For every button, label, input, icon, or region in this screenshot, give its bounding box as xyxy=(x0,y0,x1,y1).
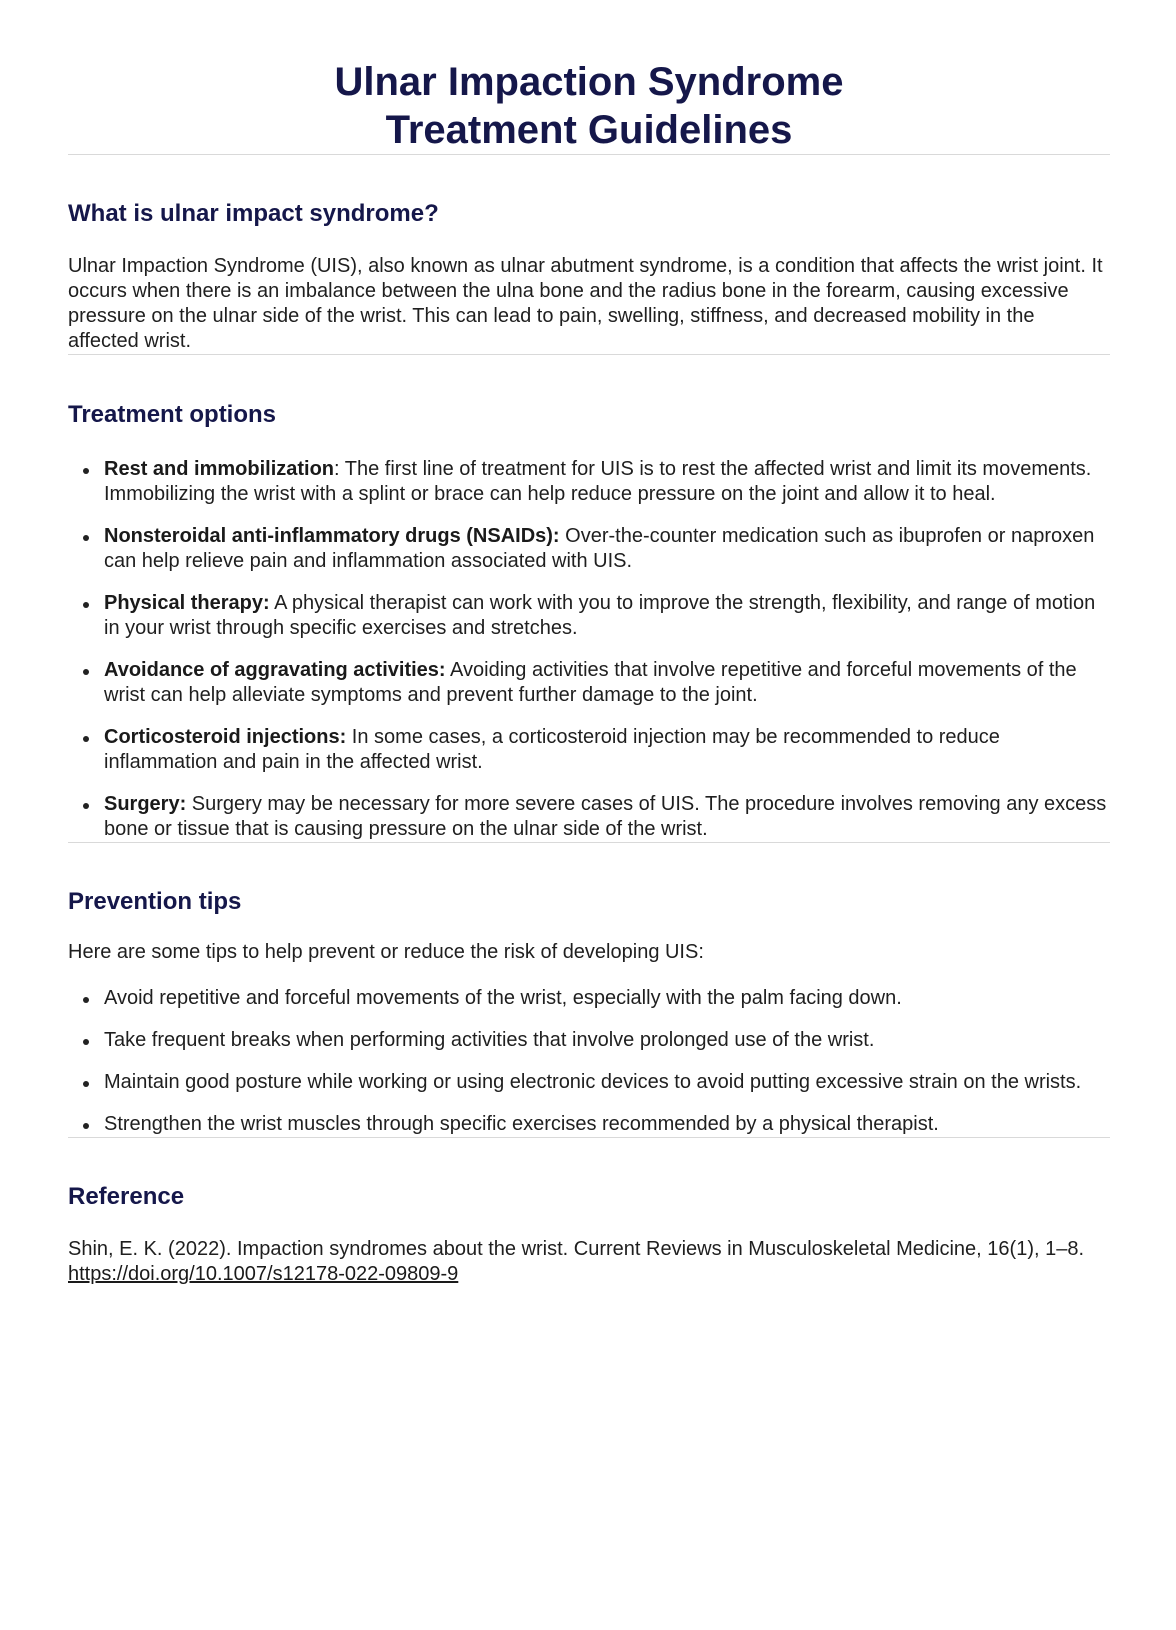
section-heading-what-is-uis: What is ulnar impact syndrome? xyxy=(68,200,439,227)
intro-paragraph: Ulnar Impaction Syndrome (UIS), also known as ulnar abutment syndrome, is a condition that affects the wrist joint. It occurs when there is an imbalance between the ulna bone and the radius bone in the forearm, causing excessive pressure on the ulnar side of the wrist. This can lead to pain, swelling, stiffness, and decreased mobility in the affected wrist. xyxy=(68,255,1103,352)
prevention-item: Avoid repetitive and forceful movements of the wrist, especially with the palm facing down. xyxy=(104,986,1110,1011)
section-treatment-options xyxy=(68,401,1110,842)
prevention-item: Maintain good posture while working or using electronic devices to avoid putting excessive strain on the wrists. xyxy=(104,1070,1110,1095)
treatment-item-label: Nonsteroidal anti-inflammatory drugs (NSAIDs): xyxy=(104,525,560,547)
treatment-item-corticosteroid xyxy=(104,725,1110,775)
treatment-item-label: Physical therapy: xyxy=(104,592,270,614)
reference-doi-link[interactable]: https://doi.org/10.1007/s12178-022-09809-9 xyxy=(68,1263,459,1285)
section-divider xyxy=(68,154,1110,155)
treatment-item-label: Avoidance of aggravating activities: xyxy=(104,659,446,681)
section-divider xyxy=(68,1137,1110,1138)
treatment-item-label: Rest and immobilization xyxy=(104,458,335,480)
section-divider xyxy=(68,842,1110,843)
treatment-item-surgery xyxy=(104,792,1110,842)
section-prevention-tips xyxy=(68,888,1110,1137)
treatment-item-text: Surgery may be necessary for more severe cases of UIS. The procedure involves removing any excess bone or tissue that is causing pressure on the ulnar side of the wrist. xyxy=(104,793,1107,840)
reference-citation-text: Shin, E. K. (2022). Impaction syndromes about the wrist. Current Reviews in Musculoskeletal Medicine, 16(1), 1–8. xyxy=(68,1238,1085,1260)
treatment-list xyxy=(68,457,1110,842)
section-reference xyxy=(68,1183,1110,1287)
reference-citation xyxy=(68,1237,1110,1287)
section-heading-reference: Reference xyxy=(68,1183,185,1210)
prevention-item: Take frequent breaks when performing activities that involve prolonged use of the wrist. xyxy=(104,1028,1110,1053)
page-title-line-2: Treatment Guidelines xyxy=(385,108,793,152)
treatment-item-text: In some cases, a corticosteroid injection may be recommended to reduce inflammation and pain in the affected wrist. xyxy=(104,726,1000,773)
prevention-intro: Here are some tips to help prevent or reduce the risk of developing UIS: xyxy=(68,941,704,963)
treatment-item-label: Surgery: xyxy=(104,793,187,815)
treatment-item-text: Over-the-counter medication such as ibuprofen or naproxen can help relieve pain and inflammation associated with UIS. xyxy=(104,525,1095,572)
treatment-item-text: A physical therapist can work with you to improve the strength, flexibility, and range of motion in your wrist through specific exercises and stretches. xyxy=(104,592,1096,639)
prevention-item: Strengthen the wrist muscles through specific exercises recommended by a physical therapist. xyxy=(104,1112,1110,1137)
treatment-item-label: Corticosteroid injections: xyxy=(104,726,347,748)
treatment-item-nsaids xyxy=(104,524,1110,574)
treatment-item-avoidance xyxy=(104,658,1110,708)
prevention-list xyxy=(68,986,1110,1137)
treatment-item-rest xyxy=(104,457,1110,507)
section-heading-treatment-options: Treatment options xyxy=(68,401,277,428)
section-divider xyxy=(68,354,1110,355)
treatment-item-text: : The first line of treatment for UIS is to rest the affected wrist and limit its movements. Immobilizing the wrist with a splint or brace can help reduce pressure on the joint and allow it to heal. xyxy=(104,458,1092,505)
section-what-is-uis xyxy=(68,200,1110,354)
treatment-item-physical-therapy xyxy=(104,591,1110,641)
page-title xyxy=(68,58,1110,154)
treatment-item-text: Avoiding activities that involve repetitive and forceful movements of the wrist can help alleviate symptoms and prevent further damage to the joint. xyxy=(104,659,1077,706)
document-page xyxy=(68,0,1110,1287)
page-title-line-1: Ulnar Impaction Syndrome xyxy=(334,60,844,104)
section-heading-prevention-tips: Prevention tips xyxy=(68,888,242,915)
